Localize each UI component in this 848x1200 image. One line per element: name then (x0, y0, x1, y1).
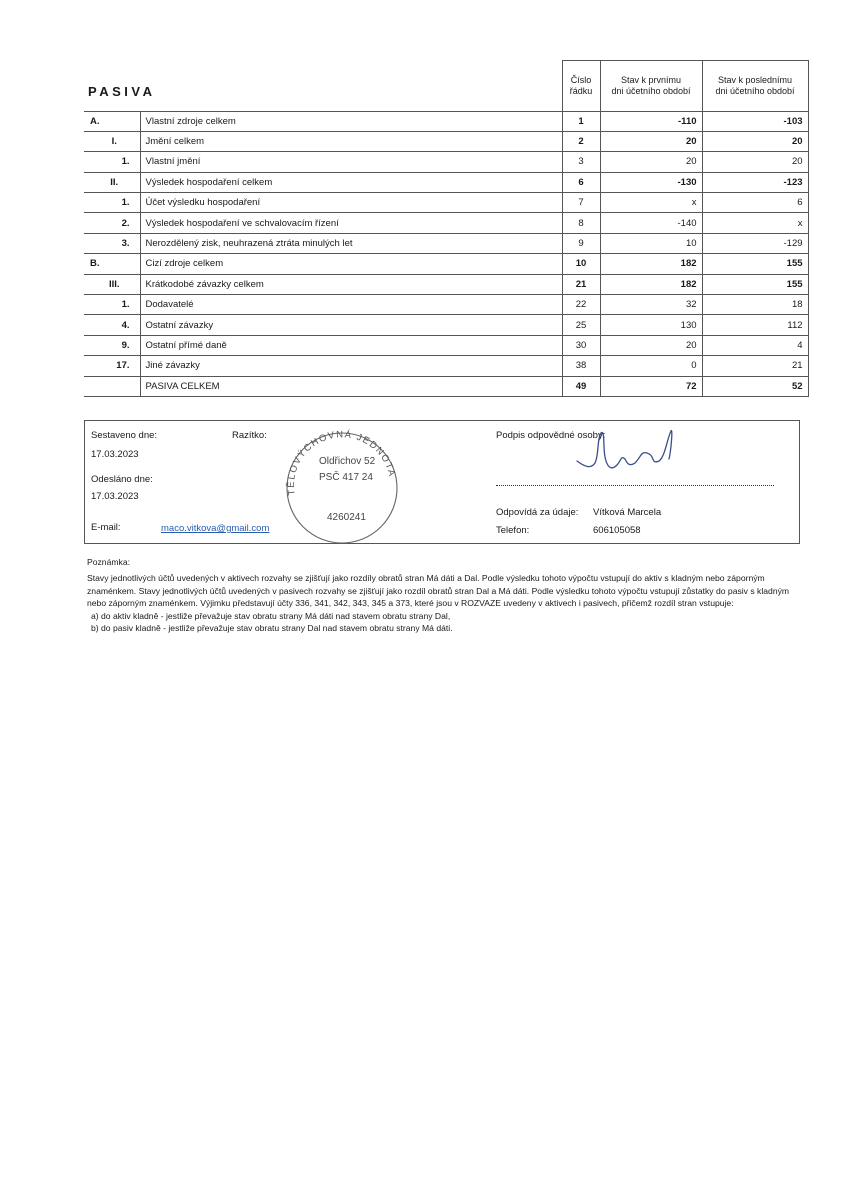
value-last-day: 21 (702, 356, 808, 376)
table-row (84, 315, 808, 335)
phone-value: 606105058 (593, 525, 641, 536)
table-row (84, 233, 808, 253)
table-row (84, 356, 808, 376)
row-number: 2 (562, 131, 600, 151)
stamp-line1: Oldřichov 52 (319, 456, 376, 467)
value-first-day: 10 (600, 233, 702, 253)
row-mark: II. (84, 172, 140, 192)
value-first-day: 32 (600, 295, 702, 315)
value-last-day: -129 (702, 233, 808, 253)
responsible-label: Odpovídá za údaje: (496, 507, 579, 518)
row-label: Ostatní závazky (140, 315, 562, 335)
value-last-day: 155 (702, 254, 808, 274)
row-number: 7 (562, 193, 600, 213)
email-link[interactable]: maco.vitkova@gmail.com (161, 523, 270, 534)
value-last-day: x (702, 213, 808, 233)
row-label: Jmění celkem (140, 131, 562, 151)
row-mark: 4. (84, 315, 140, 335)
stamp-ring (283, 426, 401, 544)
signature-line (496, 485, 774, 486)
value-first-day: -110 (600, 111, 702, 131)
row-mark: III. (84, 274, 140, 294)
signature-block (84, 420, 800, 544)
note-heading: Poznámka: (87, 557, 130, 567)
stamp-ring-text: TĚLOVÝCHOVNÁ JEDNOTA (285, 429, 398, 496)
row-label: Krátkodobé závazky celkem (140, 274, 562, 294)
row-number: 3 (562, 152, 600, 172)
table-row (84, 111, 808, 131)
row-label: Vlastní jmění (140, 152, 562, 172)
row-number: 10 (562, 254, 600, 274)
table-title: PASIVA (88, 84, 156, 99)
row-label: Cizí zdroje celkem (140, 254, 562, 274)
row-mark: 1. (84, 152, 140, 172)
value-last-day: 20 (702, 152, 808, 172)
value-last-day: 52 (702, 376, 808, 396)
row-label: Ostatní přímé daně (140, 335, 562, 355)
note-item-a: a) do aktiv kladně - jestliže převažuje stav obratu strany Má dáti nad stavem obratu strany Dal, (91, 610, 451, 621)
note-item-b: b) do pasiv kladně - jestliže převažuje stav obratu strany Dal nad stavem obratu strany Má dáti. (91, 623, 453, 634)
row-label: PASIVA CELKEM (140, 376, 562, 396)
value-last-day: -103 (702, 111, 808, 131)
compiled-date: 17.03.2023 (91, 449, 139, 460)
value-last-day: 4 (702, 335, 808, 355)
row-number: 25 (562, 315, 600, 335)
column-header-row-number: Číslo řádku (562, 61, 600, 112)
row-mark: 17. (84, 356, 140, 376)
row-mark: 9. (84, 335, 140, 355)
table-row (84, 254, 808, 274)
row-mark (84, 376, 140, 396)
table-row (84, 131, 808, 151)
row-mark: 1. (84, 295, 140, 315)
value-first-day: 72 (600, 376, 702, 396)
row-label: Výsledek hospodaření ve schvalovacím řízení (140, 213, 562, 233)
table-row (84, 376, 808, 396)
row-mark: B. (84, 254, 140, 274)
value-first-day: -140 (600, 213, 702, 233)
stamp-label: Razítko: (232, 430, 267, 441)
signature-label: Podpis odpovědné osoby: (496, 430, 606, 441)
note-section (87, 556, 807, 634)
row-label: Dodavatelé (140, 295, 562, 315)
row-number: 1 (562, 111, 600, 131)
phone-label: Telefon: (496, 525, 530, 536)
row-mark: 2. (84, 213, 140, 233)
row-number: 21 (562, 274, 600, 294)
row-number: 9 (562, 233, 600, 253)
value-first-day: -130 (600, 172, 702, 192)
row-label: Vlastní zdroje celkem (140, 111, 562, 131)
table-row (84, 335, 808, 355)
table-body (84, 111, 808, 396)
table-row (84, 274, 808, 294)
row-number: 8 (562, 213, 600, 233)
row-mark: A. (84, 111, 140, 131)
sent-date: 17.03.2023 (91, 491, 139, 502)
row-number: 38 (562, 356, 600, 376)
value-first-day: 20 (600, 335, 702, 355)
value-last-day: 20 (702, 131, 808, 151)
row-number: 22 (562, 295, 600, 315)
note-paragraph: Stavy jednotlivých účtů uvedených v aktivech rozvahy se zjišťují jako rozdíly obratů stran Má dáti a Dal. Podle výsledku tohoto výpočtu vstupují do aktiv s kladným nebo záporným znaménkem. Stavy jednotlivých účtů uvedených v pasivech rozvahy se zjišťují jako rozdíl obratů stran Dal a Má dáti. Podle výsledku tohoto výpočtu vstupují zůstatky do pasiv s kladným nebo záporným znaménkem. Výjimku představují účty 336, 341, 342, 343, 345 a 373, které jsou v ROZVAZE uvedeny v aktivech i pasivech, přičemž rozdíl stran vstupuje: (87, 573, 790, 609)
value-last-day: 112 (702, 315, 808, 335)
table-row (84, 213, 808, 233)
pasiva-table (84, 60, 809, 397)
table-row (84, 152, 808, 172)
row-number: 49 (562, 376, 600, 396)
row-label: Výsledek hospodaření celkem (140, 172, 562, 192)
value-last-day: 18 (702, 295, 808, 315)
value-first-day: x (600, 193, 702, 213)
stamp-line2: PSČ 417 24 (319, 472, 373, 483)
column-header-last-day: Stav k poslednímu dni účetního období (702, 61, 808, 112)
compiled-label: Sestaveno dne: (91, 430, 158, 441)
table-row (84, 295, 808, 315)
table-row (84, 193, 808, 213)
responsible-name: Vítková Marcela (593, 507, 662, 518)
value-first-day: 0 (600, 356, 702, 376)
value-first-day: 182 (600, 254, 702, 274)
value-last-day: -123 (702, 172, 808, 192)
value-last-day: 155 (702, 274, 808, 294)
row-label: Nerozdělený zisk, neuhrazená ztráta minulých let (140, 233, 562, 253)
row-number: 30 (562, 335, 600, 355)
column-header-first-day: Stav k prvnímu dni účetního období (600, 61, 702, 112)
table-row (84, 172, 808, 192)
value-first-day: 20 (600, 152, 702, 172)
official-stamp (283, 426, 401, 544)
email-label: E-mail: (91, 522, 121, 533)
value-last-day: 6 (702, 193, 808, 213)
stamp-line3: 4260241 (327, 512, 366, 523)
value-first-day: 182 (600, 274, 702, 294)
sent-label: Odesláno dne: (91, 474, 153, 485)
row-label: Jiné závazky (140, 356, 562, 376)
row-mark: 1. (84, 193, 140, 213)
row-mark: 3. (84, 233, 140, 253)
value-first-day: 130 (600, 315, 702, 335)
value-first-day: 20 (600, 131, 702, 151)
row-label: Účet výsledku hospodaření (140, 193, 562, 213)
handwritten-signature (555, 421, 705, 481)
row-mark: I. (84, 131, 140, 151)
row-number: 6 (562, 172, 600, 192)
